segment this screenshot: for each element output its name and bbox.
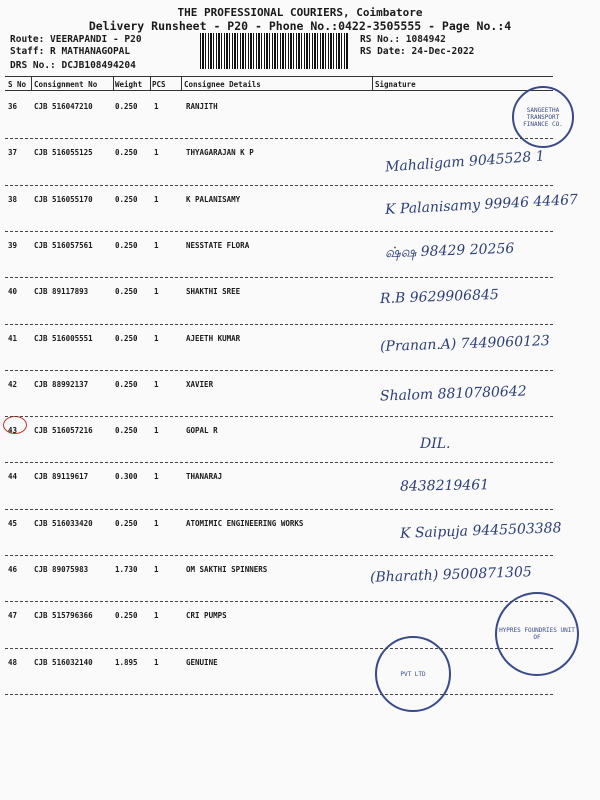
handwritten-signature: Shalom 8810780642 xyxy=(379,383,527,405)
col-header-signature: Signature xyxy=(375,80,416,89)
row-pcs: 1 xyxy=(154,379,159,389)
row-sno: 45 xyxy=(8,518,18,528)
row-divider xyxy=(5,462,553,463)
row-weight: 0.250 xyxy=(115,333,138,343)
row-divider xyxy=(5,509,553,510)
row-divider xyxy=(5,324,553,325)
runsheet-title: Delivery Runsheet - P20 - Phone No.:0422-3505555 - Page No.:4 xyxy=(88,19,512,33)
row-pcs: 1 xyxy=(154,102,159,111)
handwritten-signature: R.B 9629906845 xyxy=(379,287,500,308)
row-consignee: GENUINE xyxy=(186,657,218,667)
row-weight: 0.250 xyxy=(115,148,138,158)
row-weight: 0.250 xyxy=(115,102,138,111)
row-consignee: THANARAJ xyxy=(186,472,223,482)
row-divider xyxy=(5,416,553,417)
handwritten-signature: (Bharath) 9500871305 xyxy=(369,564,533,586)
row-consignment: CJB 516032140 xyxy=(34,657,93,667)
col-header-consignment: Consignment No xyxy=(34,80,98,89)
col-divider xyxy=(113,76,114,90)
row-sno: 40 xyxy=(8,287,18,297)
row-consignment: CJB 516055170 xyxy=(34,194,93,204)
row-pcs: 1 xyxy=(154,426,159,436)
row-pcs: 1 xyxy=(154,287,159,297)
row-pcs: 1 xyxy=(154,657,159,667)
row-weight: 0.250 xyxy=(115,611,138,621)
row-divider xyxy=(5,231,553,232)
col-divider xyxy=(372,76,373,90)
row-pcs: 1 xyxy=(154,472,159,482)
row-weight: 0.250 xyxy=(115,194,138,204)
row-pcs: 1 xyxy=(154,148,159,158)
row-pcs: 1 xyxy=(154,565,159,574)
row-sno: 43 xyxy=(8,426,18,436)
handwritten-signature: (Pranan.A) 7449060123 xyxy=(379,332,551,355)
col-divider xyxy=(150,76,151,90)
row-consignee: RANJITH xyxy=(186,102,218,111)
table-row xyxy=(0,287,600,333)
table-row xyxy=(0,380,600,426)
row-consignment: CJB 516005551 xyxy=(34,333,93,343)
company-stamp: HYPRES FOUNDRIES UNIT OF xyxy=(495,592,579,676)
row-weight: 0.250 xyxy=(115,518,138,528)
col-header-pcs: PCS xyxy=(152,80,166,89)
table-row xyxy=(0,472,600,518)
row-pcs: 1 xyxy=(154,518,159,528)
row-divider xyxy=(5,555,553,556)
row-sno: 37 xyxy=(8,148,18,158)
row-sno: 36 xyxy=(8,102,18,111)
row-consignment: CJB 89075983 xyxy=(34,565,89,574)
row-consignment: CJB 516033420 xyxy=(34,518,93,528)
row-divider xyxy=(5,370,553,371)
row-weight: 0.250 xyxy=(115,287,138,297)
staff-label: Staff: R MATHANAGOPAL xyxy=(10,46,131,57)
col-divider xyxy=(31,76,32,90)
row-consignment: CJB 515796366 xyxy=(34,611,93,621)
row-consignment: CJB 516057216 xyxy=(34,426,93,436)
row-sno: 48 xyxy=(8,657,18,667)
table-row xyxy=(0,426,600,472)
row-pcs: 1 xyxy=(154,240,159,250)
col-divider xyxy=(181,76,182,90)
row-consignee: CRI PUMPS xyxy=(186,611,227,621)
row-weight: 1.895 xyxy=(115,657,138,667)
col-header-weight: Weight xyxy=(115,80,143,89)
row-sno: 47 xyxy=(8,611,18,621)
route-label: Route: VEERAPANDI - P20 xyxy=(10,34,142,45)
row-consignee: XAVIER xyxy=(186,379,214,389)
row-weight: 0.300 xyxy=(115,472,138,482)
handwritten-signature: DIL. xyxy=(420,436,451,453)
row-weight: 0.250 xyxy=(115,379,138,389)
table-row xyxy=(0,334,600,380)
col-header-consignee: Consignee Details xyxy=(184,80,261,89)
barcode xyxy=(200,33,348,69)
row-sno: 39 xyxy=(8,240,18,250)
row-sno: 46 xyxy=(8,565,18,574)
table-row xyxy=(0,148,600,194)
table-row xyxy=(0,519,600,565)
col-header-sno: S No xyxy=(8,80,27,89)
row-consignment: CJB 88992137 xyxy=(34,379,89,389)
handwritten-signature: ஷ்ஷ 98429 20256 xyxy=(384,240,515,262)
company-stamp: PVT LTD xyxy=(375,636,451,712)
row-consignee: AJEETH KUMAR xyxy=(186,333,241,343)
row-pcs: 1 xyxy=(154,194,159,204)
row-consignee: GOPAL R xyxy=(186,426,218,436)
row-consignee: NESSTATE FLORA xyxy=(186,240,250,250)
row-consignee: ATOMIMIC ENGINEERING WORKS xyxy=(186,518,304,528)
row-sno: 41 xyxy=(8,333,18,343)
row-consignee: SHAKTHI SREE xyxy=(186,287,241,297)
handwritten-signature: Mahaligam 9045528 1 xyxy=(384,148,546,176)
row-pcs: 1 xyxy=(154,333,159,343)
table-row xyxy=(0,102,600,148)
row-weight: 1.730 xyxy=(115,565,138,574)
handwritten-signature: K Palanisamy 99946 44467 xyxy=(384,191,579,218)
row-consignment: CJB 89117893 xyxy=(34,287,89,297)
row-pcs: 1 xyxy=(154,611,159,621)
company-stamp: SANGEETHA TRANSPORT FINANCE CO. xyxy=(512,86,574,148)
handwritten-signature: 8438219461 xyxy=(399,477,490,496)
header-bottom-rule xyxy=(5,90,553,91)
row-divider xyxy=(5,185,553,186)
row-consignment: CJB 516047210 xyxy=(34,102,93,111)
row-consignment: CJB 89119617 xyxy=(34,472,89,482)
row-consignee: THYAGARAJAN K P xyxy=(186,148,254,158)
drs-label: DRS No.: DCJB108494204 xyxy=(10,60,136,71)
hand-drawn-circle xyxy=(3,416,27,434)
row-divider xyxy=(5,648,553,649)
header-top-rule xyxy=(5,76,553,77)
row-divider xyxy=(5,694,553,695)
row-consignment: CJB 516055125 xyxy=(34,148,93,158)
row-divider xyxy=(5,277,553,278)
row-sno: 44 xyxy=(8,472,18,482)
row-sno: 42 xyxy=(8,379,18,389)
company-title: THE PROFESSIONAL COURIERS, Coimbatore xyxy=(177,6,423,19)
row-divider xyxy=(5,138,553,139)
row-consignment: CJB 516057561 xyxy=(34,240,93,250)
row-weight: 0.250 xyxy=(115,426,138,436)
row-consignee: OM SAKTHI SPINNERS xyxy=(186,565,268,574)
handwritten-signature: K Saipuja 9445503388 xyxy=(399,519,562,542)
table-row xyxy=(0,241,600,287)
row-sno: 38 xyxy=(8,194,18,204)
table-row xyxy=(0,191,600,241)
row-weight: 0.250 xyxy=(115,240,138,250)
rs-date: RS Date: 24-Dec-2022 xyxy=(360,46,475,57)
row-consignee: K PALANISAMY xyxy=(186,194,241,204)
rs-number: RS No.: 1084942 xyxy=(360,34,446,45)
row-divider xyxy=(5,601,553,602)
